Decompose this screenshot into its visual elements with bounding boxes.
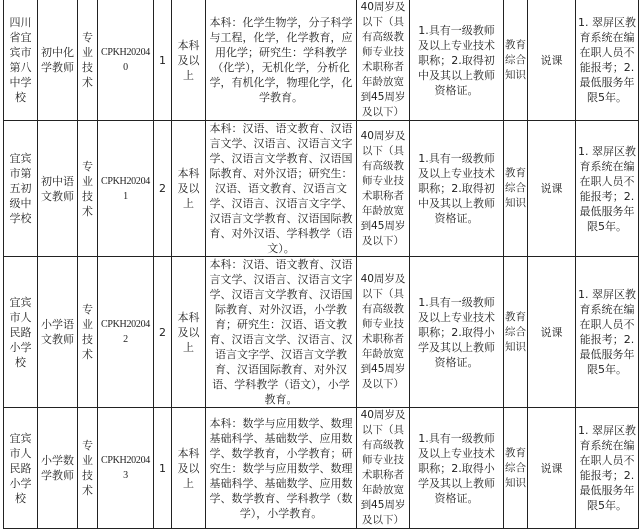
education-cell: 本科及以上 xyxy=(172,408,206,529)
count-cell: 2 xyxy=(154,121,172,257)
age-cell: 40周岁及以下（具有高级教师专业技术职称者年龄放宽到45周岁及以下） xyxy=(357,257,410,408)
position-cell: 小学语文教师 xyxy=(38,257,78,408)
major-cell: 本科：化学生物学，分子科学与工程，化学，化学教育，应用化学；研究生：学科教学（化学），无机化学，分析化学，有机化学，物理化学，化学教育。 xyxy=(206,0,357,121)
age-cell: 40周岁及以下（具有高级教师专业技术职称者年龄放宽到45周岁及以下） xyxy=(357,121,410,257)
major-cell: 本科：数学与应用数学、数理基础科学、基础数学、应用数学、数学教育，小学教育；研究生：数学与应用数学、数理基础科学、基础数学、应用数学、数学教育、学科教学（数学），小学教育。 xyxy=(206,408,357,529)
other-requirements-cell: 1.具有一级教师及以上专业技术职称；2.取得初中及其以上教师资格证。 xyxy=(410,121,504,257)
table-row xyxy=(4,121,639,257)
education-cell: 本科及以上 xyxy=(172,121,206,257)
age-cell: 40周岁及以下（具有高级教师专业技术职称者年龄放宽到45周岁及以下） xyxy=(357,0,410,121)
other-requirements-cell: 1.具有一级教师及以上专业技术职称；2.取得初中及其以上教师资格证。 xyxy=(410,0,504,121)
category-cell: 专业技术 xyxy=(78,121,98,257)
age-cell: 40周岁及以下（具有高级教师专业技术职称者年龄放宽到45周岁及以下） xyxy=(357,408,410,529)
count-cell: 2 xyxy=(154,257,172,408)
unit-cell: 宜宾市人民路小学校 xyxy=(4,408,38,529)
major-cell: 本科：汉语、语文教育、汉语言文学、汉语言、汉语言文字学、汉语言文学教育、汉语国际教育、对外汉语；研究生：汉语、语文教育、汉语言文学、汉语言、汉语言文字学、汉语言文学教育、汉语国际教育、对外汉语、学科教学（语文）。 xyxy=(206,121,357,257)
other-requirements-cell: 1.具有一级教师及以上专业技术职称；2.取得小学及其以上教师资格证。 xyxy=(410,257,504,408)
table-row xyxy=(4,0,639,121)
count-cell: 1 xyxy=(154,0,172,121)
recruitment-table-container xyxy=(3,0,639,529)
count-cell: 1 xyxy=(154,408,172,529)
position-cell: 初中语文教师 xyxy=(38,121,78,257)
position-code-cell: CPKH202043 xyxy=(98,408,154,529)
exam-subject-cell: 教育综合知识 xyxy=(504,408,528,529)
exam-subject-cell: 教育综合知识 xyxy=(504,257,528,408)
interview-cell: 说课 xyxy=(528,0,576,121)
interview-cell: 说课 xyxy=(528,121,576,257)
category-cell: 专业技术 xyxy=(78,0,98,121)
position-cell: 小学数学教师 xyxy=(38,408,78,529)
table-row xyxy=(4,257,639,408)
unit-cell: 宜宾市人民路小学校 xyxy=(4,257,38,408)
position-code-cell: CPKH202040 xyxy=(98,0,154,121)
notes-cell: 1. 翠屏区教育系统在编在职人员不能报考；2.最低服务年限5年。 xyxy=(576,121,639,257)
unit-cell: 宜宾市第五初级中学校 xyxy=(4,121,38,257)
interview-cell: 说课 xyxy=(528,257,576,408)
notes-cell: 1. 翠屏区教育系统在编在职人员不能报考；2.最低服务年限5年。 xyxy=(576,408,639,529)
unit-cell: 四川省宜宾市第八中学校 xyxy=(4,0,38,121)
notes-cell: 1. 翠屏区教育系统在编在职人员不能报考；2.最低服务年限5年。 xyxy=(576,257,639,408)
exam-subject-cell: 教育综合知识 xyxy=(504,0,528,121)
exam-subject-cell: 教育综合知识 xyxy=(504,121,528,257)
category-cell: 专业技术 xyxy=(78,408,98,529)
position-cell: 初中化学教师 xyxy=(38,0,78,121)
recruitment-table xyxy=(3,0,639,529)
major-cell: 本科：汉语、语文教育、汉语言文学、汉语言、汉语言文字学、汉语言文学教育、汉语国际教育、对外汉语，小学教育；研究生：汉语、语文教育、汉语言文学、汉语言、汉语言文字学、汉语言文学教育、汉语国际教育、对外汉语、学科教学（语文），小学教育。 xyxy=(206,257,357,408)
interview-cell: 说课 xyxy=(528,408,576,529)
table-row xyxy=(4,408,639,529)
position-code-cell: CPKH202041 xyxy=(98,121,154,257)
education-cell: 本科及以上 xyxy=(172,0,206,121)
education-cell: 本科及以上 xyxy=(172,257,206,408)
notes-cell: 1. 翠屏区教育系统在编在职人员不能报考；2.最低服务年限5年。 xyxy=(576,0,639,121)
other-requirements-cell: 1.具有一级教师及以上专业技术职称；2.取得小学及其以上教师资格证。 xyxy=(410,408,504,529)
category-cell: 专业技术 xyxy=(78,257,98,408)
position-code-cell: CPKH202042 xyxy=(98,257,154,408)
